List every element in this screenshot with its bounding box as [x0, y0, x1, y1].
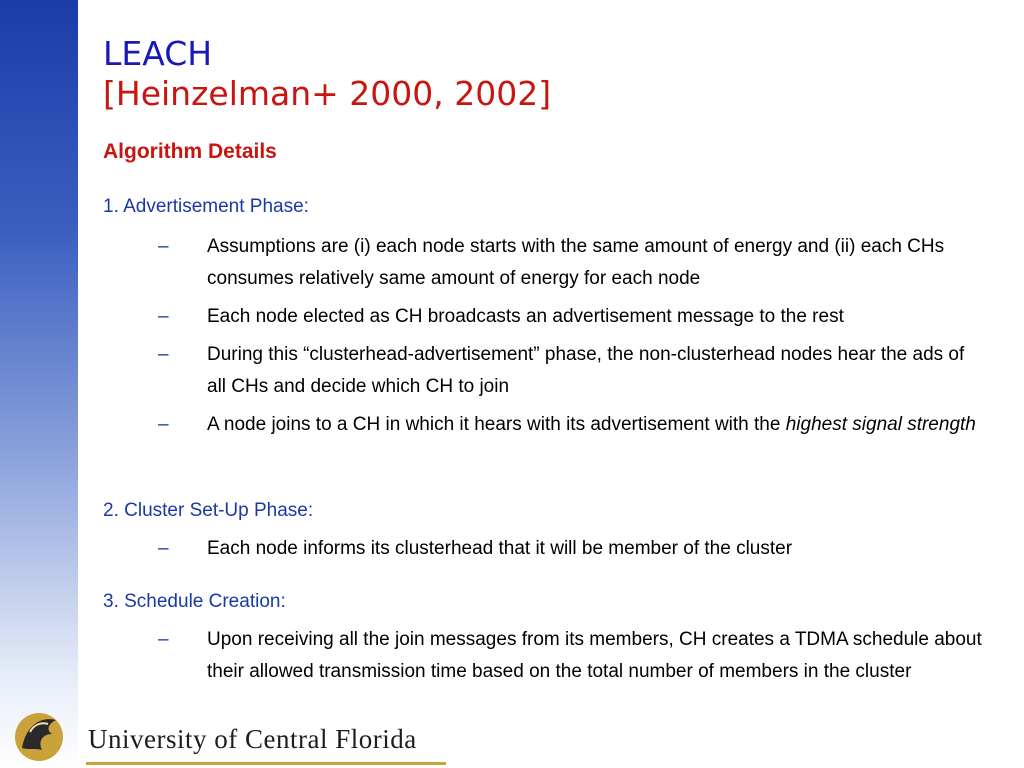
bullet-text-plain: A node joins to a CH in which it hears with its advertisement with the — [207, 414, 786, 435]
bullet-dash: – — [158, 629, 169, 650]
bullet-text: During this “clusterhead-advertisement” phase, the non-clusterhead nodes hear the ads of all CHs and decide which CH to join — [207, 344, 965, 397]
bullet-text: Each node elected as CH broadcasts an advertisement message to the rest — [207, 306, 844, 327]
bullet-dash: – — [158, 538, 169, 559]
slide-subtitle: Algorithm Details — [103, 140, 277, 163]
slide-title — [103, 34, 551, 114]
bullet-dash: – — [158, 236, 169, 257]
section-heading-advertisement: 1. Advertisement Phase: — [103, 196, 309, 217]
bullet-dash: – — [158, 306, 169, 327]
bullet-text: Each node informs its clusterhead that it will be member of the cluster — [207, 538, 793, 559]
pegasus-logo-icon — [8, 704, 70, 766]
bullet-text-emphasis: highest signal strength — [785, 414, 976, 435]
logo-underline — [86, 762, 446, 765]
bullet-text: Assumptions are (i) each node starts with the same amount of energy and (ii) each CHs consumes relatively same amount of energy for each node — [207, 236, 945, 289]
section-heading-schedule: 3. Schedule Creation: — [103, 591, 286, 612]
title-line-1: LEACH — [103, 34, 213, 73]
ucf-logo-text: University of Central Florida — [88, 724, 417, 754]
sidebar-gradient — [0, 0, 78, 768]
bullet-text: Upon receiving all the join messages from its members, CH creates a TDMA schedule about their allowed transmission time based on the total number of members in the cluster — [207, 629, 982, 682]
title-line-2: [Heinzelman+ 2000, 2002] — [103, 74, 552, 113]
bullet-dash: – — [158, 344, 169, 365]
section-heading-cluster-setup: 2. Cluster Set-Up Phase: — [103, 500, 314, 521]
bullet-dash: – — [158, 414, 169, 435]
bullet-text — [207, 409, 987, 441]
ucf-logo — [8, 704, 448, 764]
